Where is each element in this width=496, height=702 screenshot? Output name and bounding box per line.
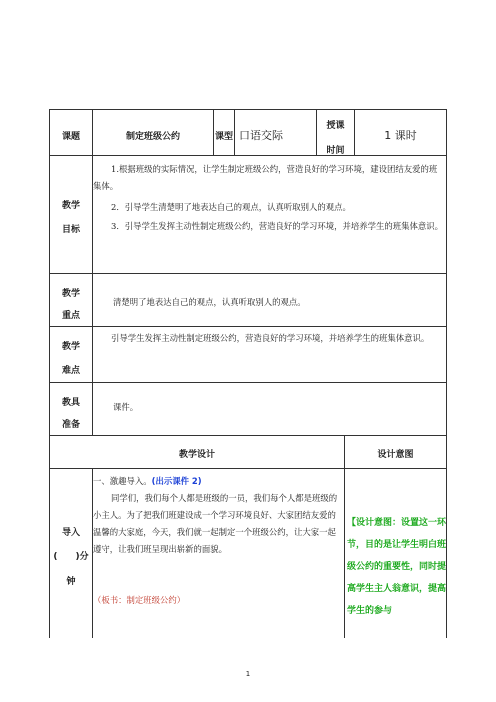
difficulty-label-2: 难点 (61, 366, 80, 376)
type-label: 课型 (214, 132, 233, 142)
type-label-cell (213, 109, 234, 156)
difficulty-content-cell (92, 327, 447, 383)
key-label-1: 教学 (61, 289, 80, 299)
goal-item-3: 3．引导学生发挥主动性制定班级公约，营造良好的学习环境，并培养学生的班集体意识。 (111, 221, 443, 231)
hours-label-1: 授课 (326, 121, 345, 131)
prep-label-1: 教具 (61, 398, 80, 408)
subject-label-cell (49, 109, 92, 156)
hours-value: 1 课时 (384, 129, 417, 142)
hours-label-cell (316, 109, 354, 156)
design-left-title: 教学设计 (178, 450, 215, 460)
key-label-cell (49, 274, 92, 327)
subject-value: 制定班级公约 (125, 132, 180, 142)
page-number: 1 (245, 670, 251, 678)
key-label-2: 重点 (61, 311, 80, 321)
intro-label-cell (49, 469, 92, 638)
design-header-right (344, 436, 447, 469)
type-value: 口语交际 (239, 129, 283, 142)
goals-label-2: 目标 (61, 225, 80, 235)
goal-item-1: 1.根据班级的实际情况，让学生制定班级公约，营造良好的学习环境，建设团结友爱的班集体。 (93, 164, 438, 191)
intro-label-3: 钟 (66, 577, 76, 587)
prep-text: 课件。 (113, 402, 139, 412)
subject-value-cell (92, 109, 213, 156)
intro-intent-cell (344, 469, 447, 638)
goal-item-2: 2．引导学生清楚明了地表达自己的观点，认真听取别人的观点。 (111, 202, 351, 212)
difficulty-label-cell (49, 327, 92, 383)
intro-heading: 一、激趣导入。 (93, 476, 152, 486)
difficulty-text: 引导学生发挥主动性制定班级公约，营造良好的学习环境，并培养学生的班集体意识。 (111, 333, 430, 343)
intro-board-note: （板书：制定班级公约） (93, 595, 186, 605)
difficulty-label-1: 教学 (61, 342, 80, 352)
subject-label: 课题 (61, 132, 80, 142)
intro-heading-note: (出示课件 2) (151, 476, 202, 486)
intro-intent: 【设计意图：设置这一环节，目的是让学生明白班级公约的重要性，同时提高学生主人翁意识，提高学生的参与 (347, 518, 447, 616)
key-text: 清楚明了地表达自己的观点，认真听取别人的观点。 (113, 297, 306, 307)
intro-paragraph: 同学们，我们每个人都是班级的一员，我们每个人都是班级的小主人。为了把我们班建设成一个学习环境良好、大家团结友爱的温馨的大家庭，今天，我们就一起制定一个班级公约，让大家一起遵守，让我们班呈现出崭新的面貌。 (93, 493, 338, 554)
intro-content-cell (92, 469, 344, 638)
intro-label-2: ( )分 (53, 552, 89, 562)
key-content-cell (92, 274, 447, 327)
prep-content-cell (92, 383, 447, 436)
prep-label-cell (49, 383, 92, 436)
type-value-cell (234, 109, 316, 156)
intro-label-1: 导入 (61, 528, 80, 538)
design-header-left (49, 436, 344, 469)
prep-label-2: 准备 (61, 420, 80, 430)
design-right-title: 设计意图 (377, 450, 414, 460)
hours-value-cell (354, 109, 447, 156)
hours-label-2: 时间 (326, 146, 345, 156)
goals-label-1: 教学 (61, 201, 80, 211)
goals-label-cell (49, 156, 92, 274)
goals-content-cell (92, 156, 447, 274)
